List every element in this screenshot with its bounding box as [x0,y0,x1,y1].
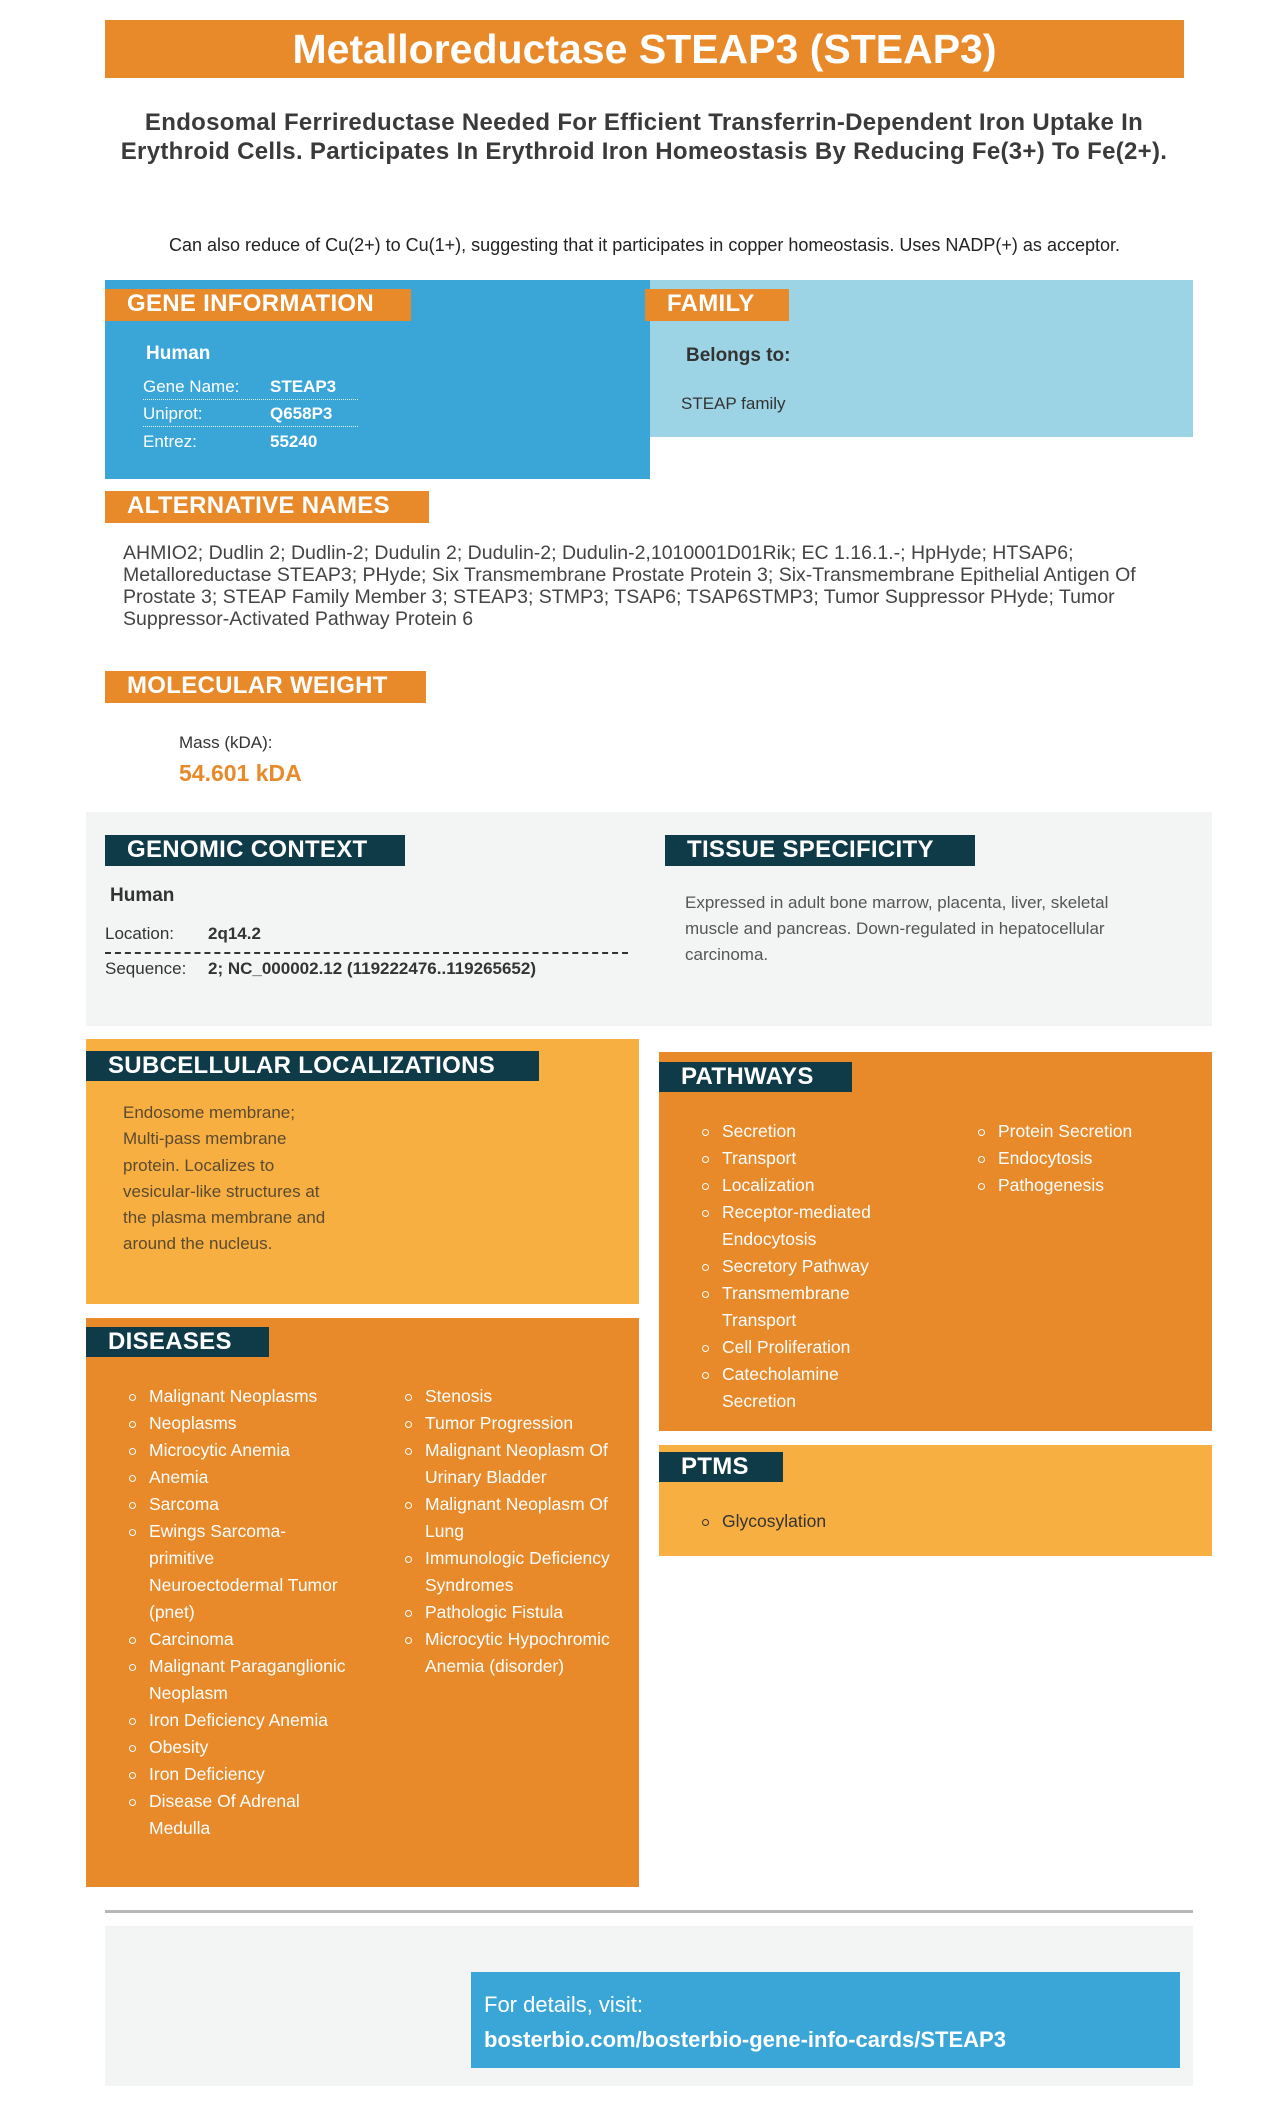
list-item: Malignant Neoplasm Of Urinary Bladder [397,1437,627,1491]
mass-value: 54.601 kDA [179,760,302,786]
location-row [105,922,628,954]
list-item: Microcytic Hypochromic Anemia (disorder) [397,1626,627,1680]
mass-label: Mass (kDA): [179,733,273,752]
gene-name-label: Gene Name: [143,377,240,396]
list-item: Malignant Neoplasm Of Lung [397,1491,627,1545]
list-item: Protein Secretion [970,1118,1190,1145]
gene-name-value: STEAP3 [270,377,337,396]
list-item: Localization [694,1172,894,1199]
gene-information-heading: GENE INFORMATION [105,289,411,321]
list-item: Neoplasms [121,1410,351,1437]
list-item: Carcinoma [121,1626,351,1653]
list-item: Secretory Pathway [694,1253,894,1280]
list-item: Microcytic Anemia [121,1437,351,1464]
list-item: Disease Of Adrenal Medulla [121,1788,351,1842]
location-label: Location: [105,924,174,943]
ptms-heading: PTMS [659,1452,783,1482]
diseases-heading: DISEASES [86,1327,269,1357]
list-item: Anemia [121,1464,351,1491]
footer-divider [105,1910,1193,1913]
gene-name-row [143,373,358,400]
list-item: Malignant Neoplasms [121,1383,351,1410]
list-item: Malignant Paraganglionic Neoplasm [121,1653,351,1707]
uniprot-row [143,400,358,427]
pathways-list-left [694,1118,894,1415]
list-item: Ewings Sarcoma-primitive Neuroectodermal Tumor (pnet) [121,1518,351,1626]
list-item: Glycosylation [694,1508,994,1535]
entrez-label: Entrez: [143,432,197,451]
list-item: Tumor Progression [397,1410,627,1437]
alternative-names-text: AHMIO2; Dudlin 2; Dudlin-2; Dudulin 2; Dudulin-2; Dudulin-2,1010001D01Rik; EC 1.16.1.-; HpHyde; HTSAP6; Metalloreductase STEAP3; PHyde; Six Transmembrane Prostate Protein 3; Six-Transmembrane Epithelial Antigen Of Prostate 3; STEAP Family Member 3; STEAP3; STMP3; TSAP6; TSAP6STMP3; Tumor Suppressor PHyde; Tumor Suppressor-Activated Pathway Protein 6 [123,542,1136,630]
uniprot-value: Q658P3 [270,404,333,423]
list-item: Transport [694,1145,894,1172]
tissue-specificity-heading: TISSUE SPECIFICITY [665,835,975,866]
gene-species: Human [146,343,211,364]
list-item: Iron Deficiency Anemia [121,1707,351,1734]
function-subline: Can also reduce of Cu(2+) to Cu(1+), suggesting that it participates in copper homeostasis. Uses NADP(+) as acceptor. [169,235,1120,255]
pathways-heading: PATHWAYS [659,1062,852,1092]
tissue-specificity-text: Expressed in adult bone marrow, placenta, liver, skeletal muscle and pancreas. Down-regulated in hepatocellular carcinoma. [685,893,1109,964]
subcellular-text: Endosome membrane; Multi-pass membrane protein. Localizes to vesicular-like structures at the plasma membrane and around the nucleus. [123,1103,326,1254]
diseases-list-right [397,1383,627,1680]
details-prefix: For details, visit: [484,1992,643,2017]
list-item: Iron Deficiency [121,1761,351,1788]
location-value: 2q14.2 [208,924,261,943]
details-link-box[interactable] [471,1972,1180,2068]
family-value: STEAP family [681,394,786,413]
details-link[interactable]: bosterbio.com/bosterbio-gene-info-cards/STEAP3 [484,2027,1006,2052]
pathways-list-right [970,1118,1190,1199]
list-item: Sarcoma [121,1491,351,1518]
sequence-value: 2; NC_000002.12 (119222476..119265652) [208,959,537,978]
uniprot-label: Uniprot: [143,404,203,423]
list-item: Stenosis [397,1383,627,1410]
diseases-list-left [121,1383,351,1842]
list-item: Receptor-mediated Endocytosis [694,1199,894,1253]
ptms-list [694,1508,994,1535]
subcellular-heading: SUBCELLULAR LOCALIZATIONS [86,1051,539,1081]
sequence-label: Sequence: [105,959,187,978]
list-item: Endocytosis [970,1145,1190,1172]
list-item: Cell Proliferation [694,1334,894,1361]
function-headline: Endosomal Ferrireductase Needed For Efficient Transferrin-Dependent Iron Uptake In Erythroid Cells. Participates In Erythroid Iron Homeostasis By Reducing Fe(3+) To Fe(2+). [120,109,1168,165]
entrez-value: 55240 [270,432,318,451]
list-item: Pathogenesis [970,1172,1190,1199]
list-item: Immunologic Deficiency Syndromes [397,1545,627,1599]
page-title: Metalloreductase STEAP3 (STEAP3) [105,20,1184,78]
alternative-names-heading: ALTERNATIVE NAMES [105,491,429,523]
list-item: Pathologic Fistula [397,1599,627,1626]
family-belongs-label: Belongs to: [686,345,791,366]
list-item: Secretion [694,1118,894,1145]
list-item: Transmembrane Transport [694,1280,894,1334]
list-item: Obesity [121,1734,351,1761]
list-item: Catecholamine Secretion [694,1361,894,1415]
family-heading: FAMILY [645,289,789,321]
molecular-weight-heading: MOLECULAR WEIGHT [105,671,426,703]
entrez-row [143,428,358,455]
genomic-species: Human [110,885,175,906]
genomic-context-heading: GENOMIC CONTEXT [105,835,405,866]
